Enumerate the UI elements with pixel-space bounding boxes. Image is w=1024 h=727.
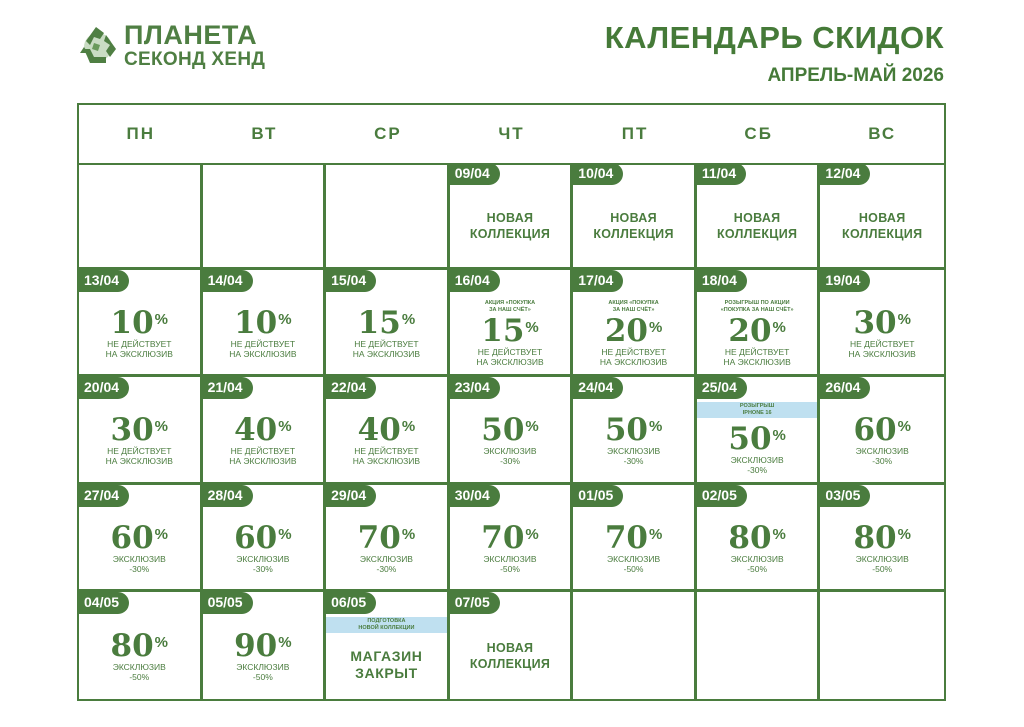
date-badge: 28/04 [203, 485, 253, 507]
calendar-day-cell [820, 163, 944, 270]
day-content [820, 507, 944, 589]
date-badge: 04/05 [79, 592, 129, 614]
discount-number: 20 [728, 312, 772, 349]
day-content [326, 399, 447, 481]
day-content [697, 417, 818, 481]
date-badge: 24/04 [573, 377, 623, 399]
calendar-cell-empty [697, 592, 821, 699]
discount-number: 30 [110, 412, 154, 449]
discount-note: ЭКСКЛЮЗИВ -50% [483, 553, 537, 574]
percent-sign: % [154, 311, 169, 329]
promo-caption: АКЦИЯ «ПОКУПКА ЗА НАШ СЧЁТ» [608, 299, 659, 313]
discount-value [853, 412, 911, 449]
calendar-day-cell [697, 377, 821, 484]
discount-note: НЕ ДЕЙСТВУЕТ НА ЭКСКЛЮЗИВ [105, 339, 173, 360]
discount-number: 15 [481, 312, 525, 349]
percent-sign: % [401, 525, 416, 543]
day-content [203, 292, 324, 374]
brand-name-line1: ПЛАНЕТА [124, 20, 258, 50]
calendar-day-cell [203, 592, 327, 699]
percent-sign: % [897, 311, 911, 329]
discount-number: 40 [234, 412, 278, 449]
day-content [450, 399, 571, 481]
discount-value [604, 412, 663, 449]
store-closed-label: МАГАЗИН ЗАКРЫТ [350, 648, 423, 682]
discount-number: 15 [357, 305, 401, 342]
calendar-day-cell [573, 163, 697, 270]
discount-note: ЭКСКЛЮЗИВ -50% [855, 553, 909, 574]
date-badge: 17/04 [573, 270, 623, 292]
day-content [203, 399, 324, 481]
discount-note: ЭКСКЛЮЗИВ -30% [112, 553, 166, 574]
date-badge: 19/04 [820, 270, 870, 292]
day-content [820, 399, 944, 481]
calendar-cell-empty [203, 163, 327, 270]
percent-sign: % [278, 418, 292, 436]
weekday-header: ВТ [251, 124, 278, 143]
brand-name-line2: СЕКОНД ХЕНД [124, 49, 266, 70]
calendar-day-cell [820, 377, 944, 484]
discount-number: 10 [110, 305, 154, 342]
promo-caption: РОЗЫГРЫШ ПО АКЦИИ «ПОКУПКА ЗА НАШ СЧЁТ» [720, 299, 794, 313]
calendar-day-cell [203, 270, 327, 377]
date-badge: 23/04 [450, 377, 500, 399]
calendar-day-cell [326, 485, 450, 592]
day-content [326, 632, 447, 699]
discount-number: 50 [481, 412, 525, 449]
day-content [820, 292, 944, 374]
date-badge: 22/04 [326, 377, 376, 399]
discount-value [110, 412, 169, 449]
discount-number: 10 [234, 305, 278, 342]
page-title: КАЛЕНДАРЬ СКИДОК [604, 20, 944, 55]
discount-note: НЕ ДЕЙСТВУЕТ НА ЭКСКЛЮЗИВ [352, 339, 421, 360]
percent-sign: % [154, 525, 169, 543]
discount-value [728, 421, 786, 458]
date-badge: 20/04 [79, 377, 129, 399]
calendar-day-cell [697, 485, 821, 592]
date-badge: 02/05 [697, 485, 747, 507]
calendar-day-cell [450, 485, 574, 592]
discount-note: ЭКСКЛЮЗИВ -50% [730, 553, 784, 574]
day-content [573, 507, 694, 589]
discount-value [234, 519, 292, 556]
event-label: НОВАЯ КОЛЛЕКЦИЯ [469, 211, 551, 242]
discount-note: НЕ ДЕЙСТВУЕТ НА ЭКСКЛЮЗИВ [476, 346, 544, 367]
discount-note: НЕ ДЕЙСТВУЕТ НА ЭКСКЛЮЗИВ [848, 339, 916, 360]
percent-sign: % [278, 311, 292, 329]
discount-number: 70 [481, 519, 525, 556]
recycle-globe-icon [76, 23, 120, 69]
day-content [79, 292, 200, 374]
discount-number: 80 [110, 628, 154, 665]
discount-value [853, 305, 911, 342]
weekday-header: ЧТ [498, 124, 525, 143]
discount-value [853, 519, 911, 556]
calendar-cell-empty [820, 592, 944, 699]
discount-note: ЭКСКЛЮЗИВ -30% [606, 446, 661, 467]
day-content [79, 507, 200, 589]
page-header [605, 22, 944, 85]
calendar-day-cell [203, 377, 327, 484]
calendar-weeks [79, 163, 944, 699]
discount-value [481, 412, 539, 449]
discount-note: НЕ ДЕЙСТВУЕТ НА ЭКСКЛЮЗИВ [599, 346, 668, 367]
calendar-day-cell [697, 163, 821, 270]
percent-sign: % [525, 418, 539, 436]
discount-note: НЕ ДЕЙСТВУЕТ НА ЭКСКЛЮЗИВ [105, 446, 173, 467]
page-subtitle: АПРЕЛЬ-МАЙ 2026 [767, 65, 944, 86]
event-label: НОВАЯ КОЛЛЕКЦИЯ [469, 641, 551, 672]
weekday-header-row [79, 105, 944, 165]
discount-value [481, 312, 539, 349]
discount-note: НЕ ДЕЙСТВУЕТ НА ЭКСКЛЮЗИВ [723, 346, 791, 367]
day-content [697, 185, 818, 267]
discount-note: ЭКСКЛЮЗИВ -50% [112, 662, 166, 683]
percent-sign: % [401, 311, 416, 329]
day-content [326, 507, 447, 589]
calendar-day-cell [820, 485, 944, 592]
percent-sign: % [278, 634, 292, 652]
day-content [203, 614, 324, 699]
percent-sign: % [401, 418, 416, 436]
calendar-day-cell [450, 163, 574, 270]
discount-number: 50 [728, 421, 772, 458]
day-content [573, 185, 694, 267]
date-badge: 15/04 [326, 270, 376, 292]
calendar-day-cell [450, 592, 574, 699]
percent-sign: % [772, 318, 786, 336]
day-content [697, 292, 818, 374]
discount-value [728, 312, 786, 349]
discount-number: 60 [234, 519, 278, 556]
percent-sign: % [154, 418, 169, 436]
calendar-day-cell [326, 592, 450, 699]
discount-number: 30 [853, 305, 897, 342]
discount-number: 70 [357, 519, 401, 556]
date-badge: 06/05 [326, 592, 376, 614]
date-badge: 05/05 [203, 592, 253, 614]
calendar-day-cell [79, 485, 203, 592]
discount-number: 60 [110, 519, 154, 556]
discount-number: 80 [853, 519, 897, 556]
percent-sign: % [525, 318, 539, 336]
event-label: НОВАЯ КОЛЛЕКЦИЯ [716, 211, 798, 242]
calendar-day-cell [450, 270, 574, 377]
day-content [573, 399, 694, 481]
discount-note: ЭКСКЛЮЗИВ -30% [359, 553, 413, 574]
date-badge: 13/04 [79, 270, 129, 292]
percent-sign: % [648, 525, 663, 543]
day-content [326, 292, 447, 374]
day-content [450, 292, 571, 374]
discount-number: 50 [604, 412, 648, 449]
brand-logo [76, 22, 265, 69]
date-badge: 10/04 [573, 163, 623, 185]
date-badge: 16/04 [450, 270, 500, 292]
discount-value [357, 412, 416, 449]
percent-sign: % [648, 418, 663, 436]
calendar-cell-empty [573, 592, 697, 699]
date-badge: 11/04 [697, 163, 746, 185]
weekday-header: ВС [868, 124, 897, 143]
percent-sign: % [278, 525, 292, 543]
discount-note: ЭКСКЛЮЗИВ -50% [236, 662, 290, 683]
discount-value [357, 519, 416, 556]
date-badge: 21/04 [203, 377, 253, 399]
discount-value [234, 305, 292, 342]
calendar-day-cell [79, 377, 203, 484]
date-badge: 26/04 [820, 377, 870, 399]
discount-value [110, 519, 169, 556]
percent-sign: % [772, 427, 786, 445]
day-content [450, 507, 571, 589]
promo-caption: АКЦИЯ «ПОКУПКА ЗА НАШ СЧЁТ» [484, 299, 536, 313]
discount-note: ЭКСКЛЮЗИВ -30% [855, 446, 909, 467]
calendar-day-cell [573, 270, 697, 377]
percent-sign: % [772, 525, 786, 543]
date-badge: 18/04 [697, 270, 747, 292]
weekday-header: СБ [744, 124, 773, 143]
discount-note: ЭКСКЛЮЗИВ -30% [730, 455, 784, 476]
date-badge: 25/04 [697, 377, 747, 399]
day-content [450, 614, 571, 699]
discount-note: НЕ ДЕЙСТВУЕТ НА ЭКСКЛЮЗИВ [352, 446, 421, 467]
discount-number: 60 [853, 412, 897, 449]
day-content [203, 507, 324, 589]
date-badge: 29/04 [326, 485, 376, 507]
discount-value [604, 312, 663, 349]
date-badge: 12/04 [820, 163, 870, 185]
calendar-day-cell [79, 270, 203, 377]
event-label: НОВАЯ КОЛЛЕКЦИЯ [842, 211, 923, 242]
discount-value [357, 305, 416, 342]
day-content [820, 185, 944, 267]
weekday-header: ПН [126, 124, 156, 143]
day-content [450, 185, 571, 267]
discount-note: ЭКСКЛЮЗИВ -30% [236, 553, 290, 574]
discount-value [604, 519, 663, 556]
discount-number: 90 [234, 628, 278, 665]
calendar-day-cell [697, 270, 821, 377]
event-banner: РОЗЫГРЫШ IPHONE 16 [697, 402, 818, 418]
day-content [573, 292, 694, 374]
calendar-day-cell [326, 377, 450, 484]
discount-note: НЕ ДЕЙСТВУЕТ НА ЭКСКЛЮЗИВ [229, 339, 297, 360]
event-label: НОВАЯ КОЛЛЕКЦИЯ [593, 211, 674, 242]
discount-calendar [77, 103, 946, 701]
day-content [79, 614, 200, 699]
calendar-day-cell [573, 485, 697, 592]
date-badge: 03/05 [820, 485, 870, 507]
discount-value [481, 519, 539, 556]
event-banner: ПОДГОТОВКА НОВОЙ КОЛЛЕКЦИИ [326, 617, 447, 633]
day-content [79, 399, 200, 481]
date-badge: 30/04 [450, 485, 500, 507]
discount-note: ЭКСКЛЮЗИВ -50% [606, 553, 661, 574]
percent-sign: % [648, 318, 663, 336]
discount-value [110, 628, 169, 665]
day-content [697, 507, 818, 589]
calendar-cell-empty [79, 163, 203, 270]
percent-sign: % [525, 525, 539, 543]
date-badge: 27/04 [79, 485, 129, 507]
percent-sign: % [897, 525, 911, 543]
percent-sign: % [897, 418, 911, 436]
discount-value [728, 519, 786, 556]
discount-number: 40 [357, 412, 401, 449]
date-badge: 14/04 [203, 270, 253, 292]
date-badge: 09/04 [450, 163, 500, 185]
discount-number: 70 [604, 519, 648, 556]
calendar-day-cell [326, 270, 450, 377]
date-badge: 01/05 [573, 485, 623, 507]
discount-value [110, 305, 169, 342]
calendar-cell-empty [326, 163, 450, 270]
discount-value [234, 628, 292, 665]
calendar-day-cell [203, 485, 327, 592]
weekday-header: ПТ [621, 124, 649, 143]
percent-sign: % [154, 634, 169, 652]
discount-number: 80 [728, 519, 772, 556]
calendar-day-cell [820, 270, 944, 377]
discount-value [234, 412, 292, 449]
calendar-day-cell [79, 592, 203, 699]
discount-number: 20 [604, 312, 648, 349]
discount-note: НЕ ДЕЙСТВУЕТ НА ЭКСКЛЮЗИВ [229, 446, 297, 467]
calendar-day-cell [573, 377, 697, 484]
weekday-header: СР [374, 124, 402, 143]
date-badge: 07/05 [450, 592, 500, 614]
calendar-day-cell [450, 377, 574, 484]
discount-note: ЭКСКЛЮЗИВ -30% [483, 446, 537, 467]
